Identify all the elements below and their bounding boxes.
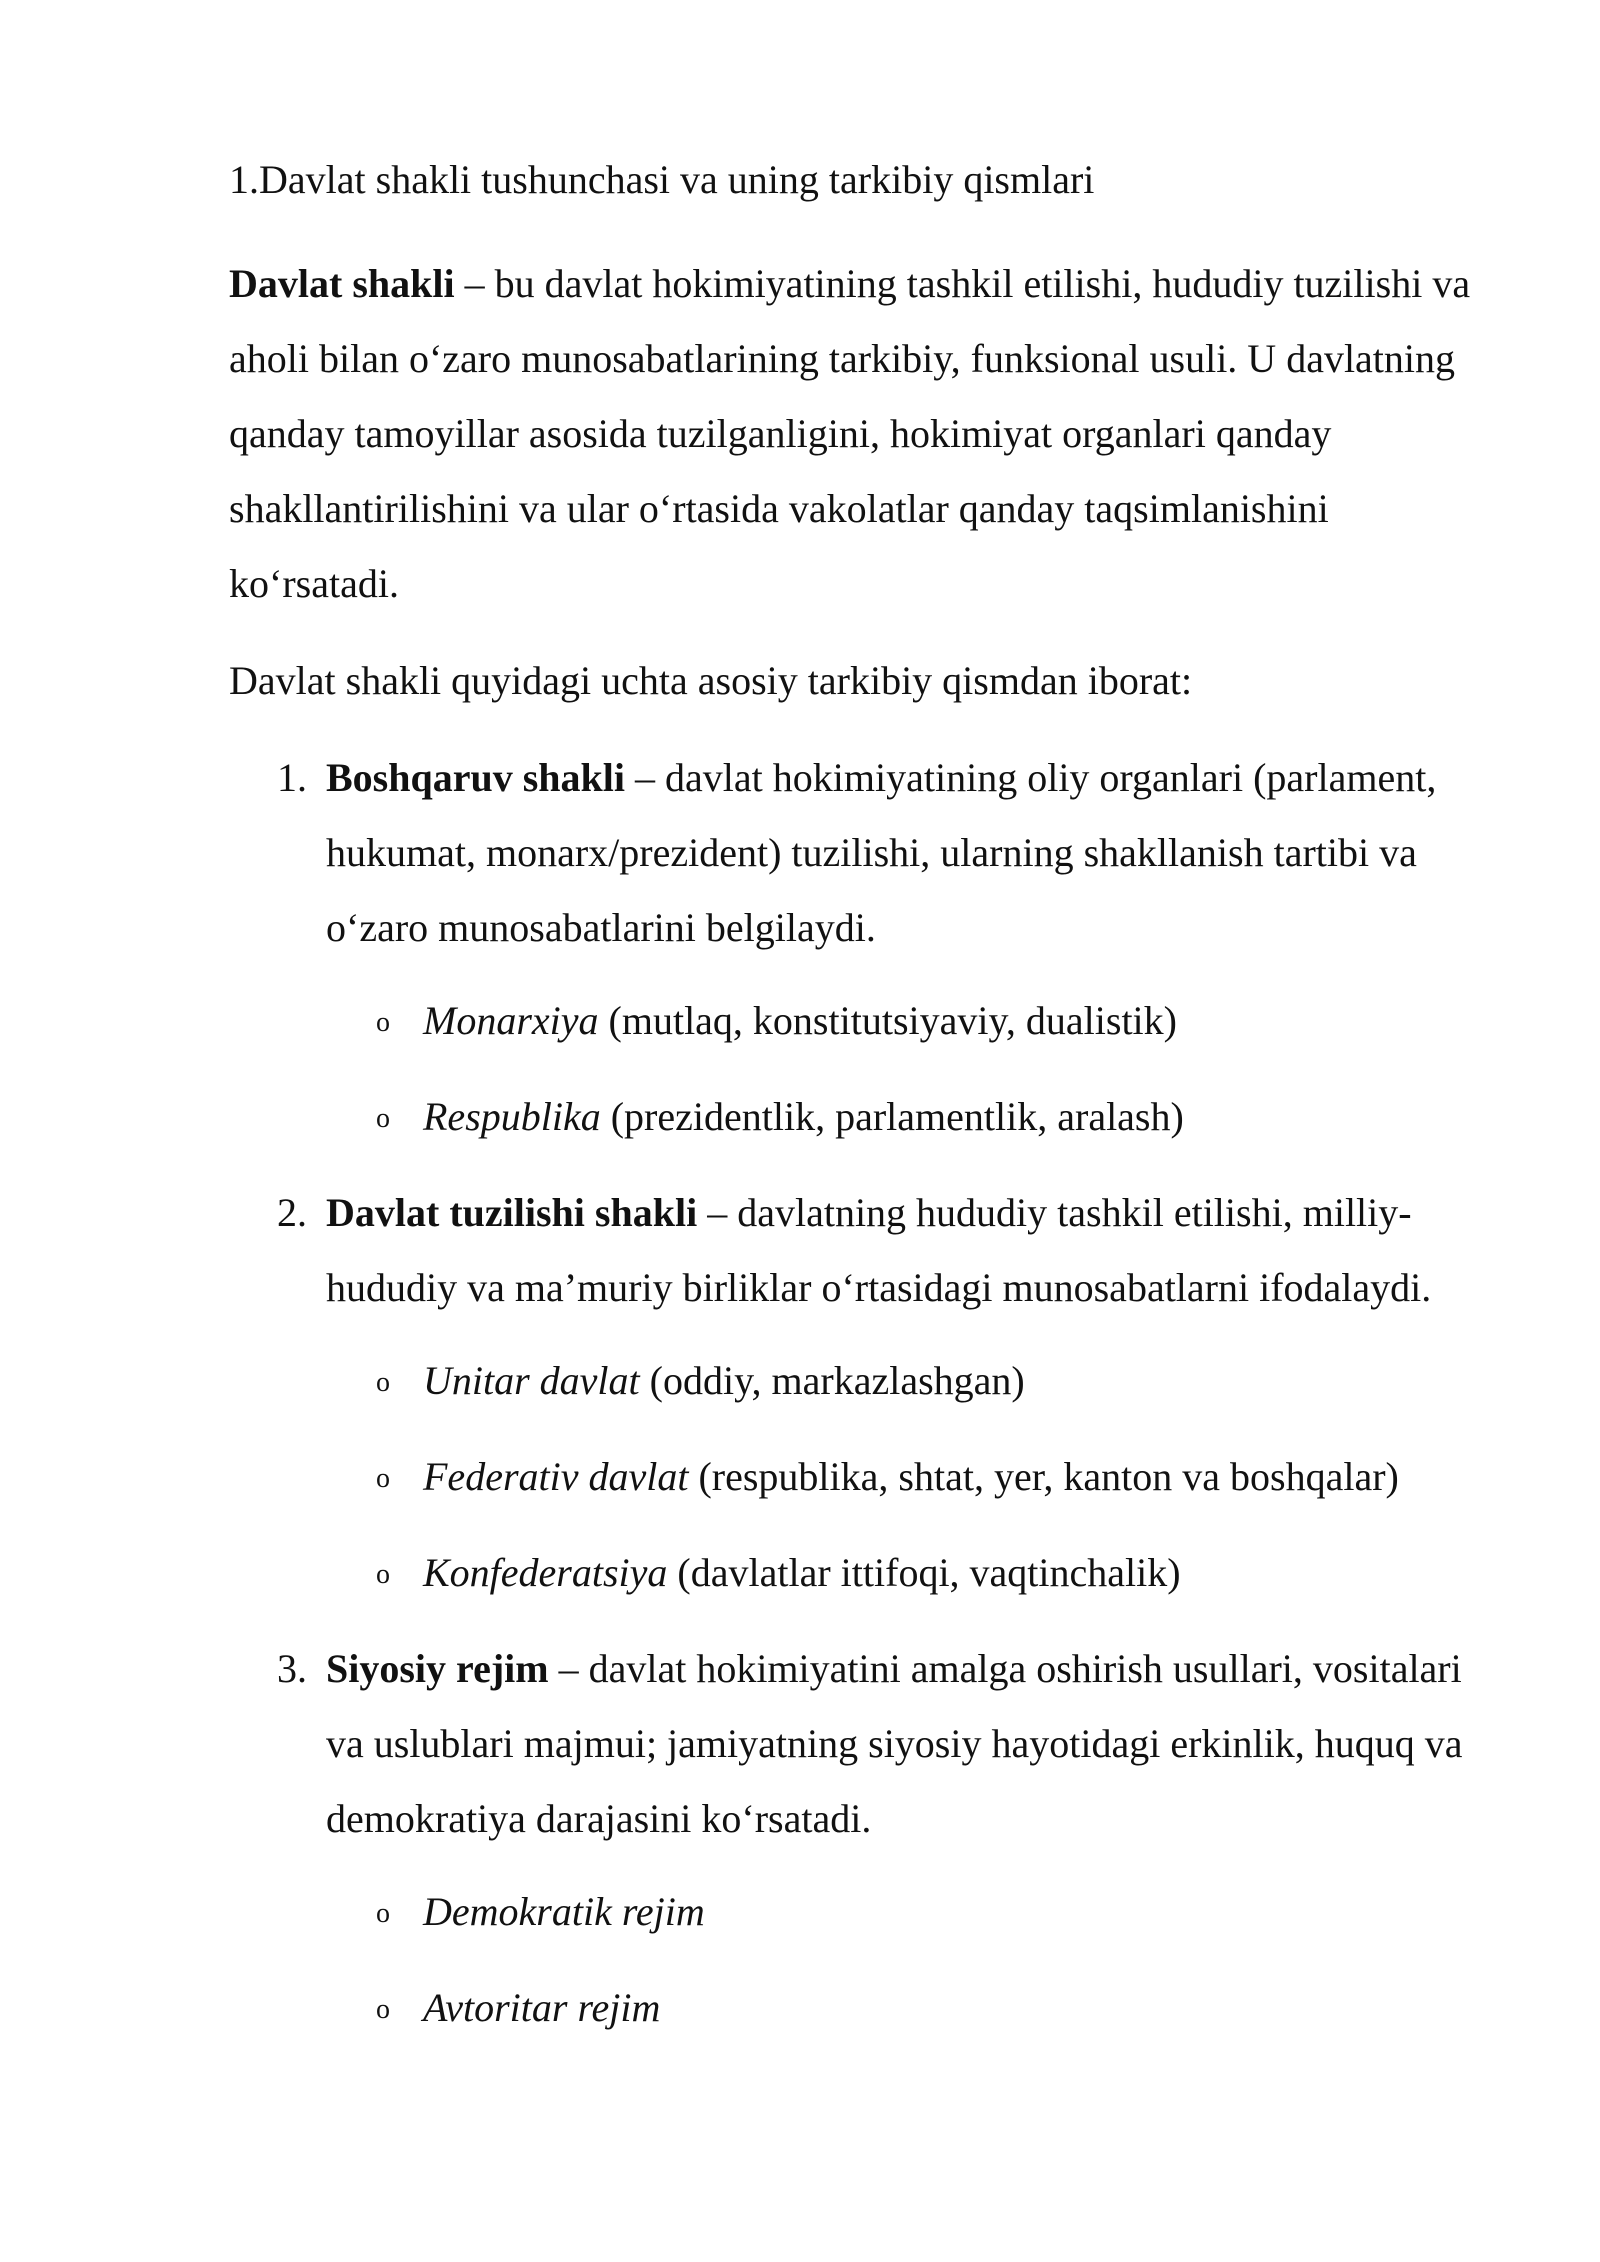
list-item-term: Davlat tuzilishi shakli [326, 1190, 698, 1235]
list-item [229, 1175, 1479, 1610]
sub-item-term: Avtoritar rejim [423, 1985, 661, 2030]
list-number: 1. [277, 755, 307, 800]
sub-list-item [326, 1874, 1479, 1949]
bullet-icon: o [376, 1007, 390, 1038]
sub-list-item [326, 1535, 1479, 1610]
list-number: 2. [277, 1190, 307, 1235]
list-item-description: – davlatning hududiy tashkil etilishi, milliy-hududiy va ma’muriy birliklar o‘rtasidagi munosabatlarni ifodalaydi. [326, 1190, 1432, 1310]
sub-list [326, 983, 1479, 1154]
sub-list-item [326, 1343, 1479, 1418]
definition-paragraph [229, 246, 1479, 621]
list-item-description: – davlat hokimiyatini amalga oshirish usullari, vositalari va uslublari majmui; jamiyatning siyosiy hayotidagi erkinlik, huquq va demokratiya darajasini ko‘rsatadi. [326, 1646, 1463, 1841]
sub-item-term: Monarxiya [423, 998, 599, 1043]
sub-item-text: (mutlaq, konstitutsiyaviy, dualistik) [598, 998, 1177, 1043]
list-item [229, 740, 1479, 1154]
sub-item-text: (prezidentlik, parlamentlik, aralash) [600, 1094, 1184, 1139]
sub-item-term: Unitar davlat [423, 1358, 640, 1403]
bullet-icon: o [376, 1994, 390, 2025]
bullet-icon: o [376, 1367, 390, 1398]
definition-text: – bu davlat hokimiyatining tashkil etilishi, hududiy tuzilishi va aholi bilan o‘zaro munosabatlarining tarkibiy, funksional usuli. U davlatning qanday tamoyillar asosida tuzilganligini, hokimiyat organlari qanday shakllantirilishini va ular o‘rtasida vakolatlar qanday taqsimlanishini ko‘rsatadi. [229, 261, 1471, 606]
components-list [229, 740, 1479, 2045]
sub-list-item [326, 983, 1479, 1058]
sub-list-item [326, 1079, 1479, 1154]
bullet-icon: o [376, 1898, 390, 1929]
definition-term: Davlat shakli [229, 261, 455, 306]
list-item-text [326, 1631, 1479, 1856]
list-item-description: – davlat hokimiyatining oliy organlari (parlament, hukumat, monarx/prezident) tuzilishi, ularning shakllanish tartibi va o‘zaro munosabatlarini belgilaydi. [326, 755, 1437, 950]
bullet-icon: o [376, 1103, 390, 1134]
section-heading: 1.Davlat shakli tushunchasi va uning tarkibiy qismlari [229, 157, 1095, 202]
sub-list-item [326, 1439, 1479, 1514]
sub-item-text: (oddiy, markazlashgan) [639, 1358, 1025, 1403]
sub-list-item [326, 1970, 1479, 2045]
sub-item-term: Federativ davlat [423, 1454, 689, 1499]
sub-list [326, 1874, 1479, 2045]
list-item-text [326, 740, 1479, 965]
sub-item-text: (respublika, shtat, yer, kanton va boshqalar) [688, 1454, 1399, 1499]
sub-item-term: Konfederatsiya [423, 1550, 668, 1595]
sub-item-term: Respublika [423, 1094, 601, 1139]
intro-paragraph: Davlat shakli quyidagi uchta asosiy tarkibiy qismdan iborat: [229, 658, 1193, 703]
list-item [229, 1631, 1479, 2045]
sub-list [326, 1343, 1479, 1610]
list-item-term: Boshqaruv shakli [326, 755, 626, 800]
sub-item-term: Demokratik rejim [423, 1889, 705, 1934]
sub-item-text: (davlatlar ittifoqi, vaqtinchalik) [667, 1550, 1181, 1595]
list-number: 3. [277, 1646, 307, 1691]
document-page [229, 150, 1479, 2066]
list-item-term: Siyosiy rejim [326, 1646, 549, 1691]
bullet-icon: o [376, 1463, 390, 1494]
bullet-icon: o [376, 1559, 390, 1590]
list-item-text [326, 1175, 1479, 1325]
